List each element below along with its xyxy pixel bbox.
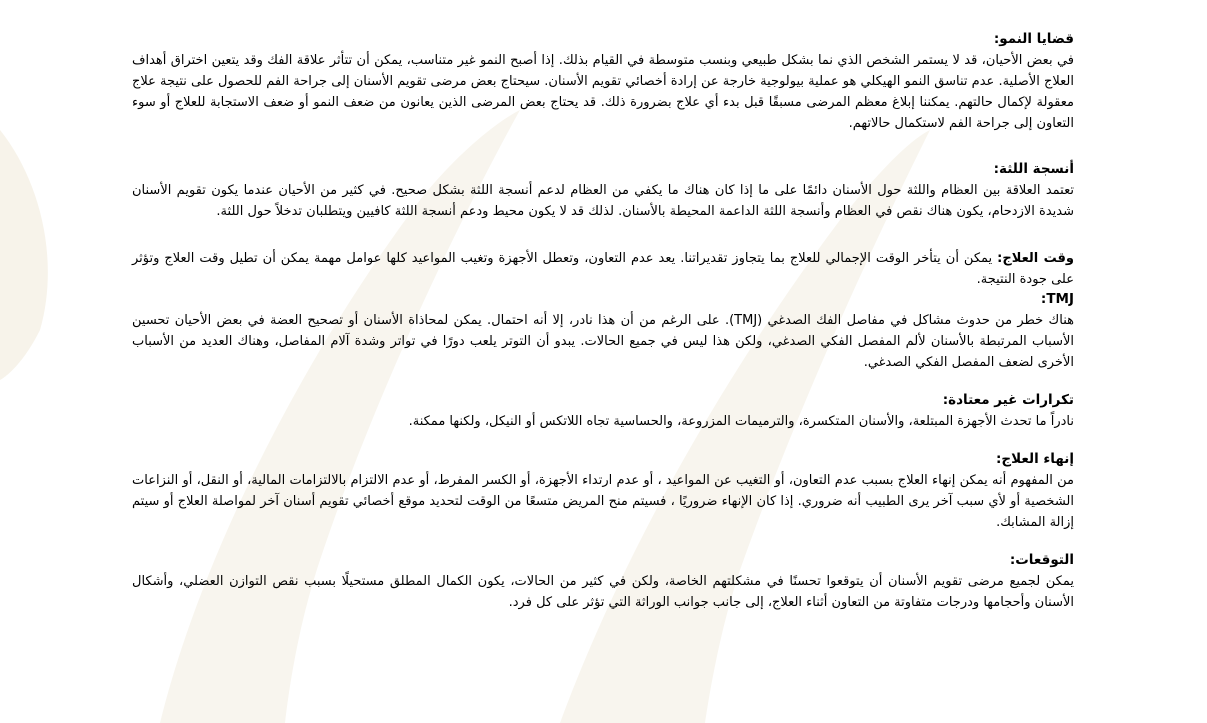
section-unusual-occurrences bbox=[132, 391, 1074, 432]
heading-unusual-occurrences: تكرارات غير معتادة: bbox=[942, 392, 1074, 408]
section-tmj bbox=[132, 290, 1074, 373]
para-gum-tissue: تعتمد العلاقة بين العظام واللثة حول الأسنان دائمًا على ما إذا كان هناك ما يكفي من العظام لدعم أنسجة اللثة بشكل صحيح. في كثير من الأحيان عندما يكون تقويم الأسنان شديدة الازدحام، يكون هناك نقص في العظام وأنسجة اللثة الداعمة المحيطة بالأسنان. لذلك قد لا يكون محيط ودعم أنسجة اللثة كافيين ويتطلبان تدخلاً حول اللثة. bbox=[132, 183, 1074, 219]
section-gum-tissue bbox=[132, 160, 1074, 222]
para-treatment-time bbox=[132, 248, 1074, 290]
para-termination: من المفهوم أنه يمكن إنهاء العلاج بسبب عدم التعاون، أو التغيب عن المواعيد ، أو عدم ارتداء الأجهزة، أو الكسر المفرط، أو عدم الالتزام بالالتزامات المالية، أو النقل، أو النزاعات الشخصية أو لأي سبب آخر يرى الطبيب أنه ضروري. إذا كان الإنهاء ضروريًا ، فسيتم منح المريض متسعًا من الوقت لتحديد موقع أخصائي تقويم أسنان آخر لمواصلة العلاج أو سيتم إزالة المشابك. bbox=[132, 473, 1074, 530]
heading-termination: إنهاء العلاج: bbox=[996, 451, 1074, 467]
heading-treatment-time: وقت العلاج: bbox=[997, 251, 1074, 266]
heading-expectations: التوقعات: bbox=[1009, 552, 1074, 568]
section-treatment-time bbox=[132, 248, 1074, 290]
para-unusual-occurrences: نادراً ما تحدث الأجهزة المبتلعة، والأسنان المتكسرة، والترميمات المزروعة، والحساسية تجاه اللاتكس أو النيكل، ولكنها ممكنة. bbox=[408, 414, 1074, 429]
para-growth: في بعض الأحيان، قد لا يستمر الشخص الذي نما بشكل طبيعي وبنسب متوسطة في القيام بذلك. إذا أصبح النمو غير متناسب، يمكن أن تتأثر علاقة الفك وقد يتعين اختراق أهداف العلاج الأصلية. عدم تناسق النمو الهيكلي هو عملية بيولوجية خارجة عن إرادة أخصائي تقويم الأسنان. سيحتاج بعض مرضى تقويم الأسنان إلى جراحة الفم للحصول على نتيجة علاج معقولة لإكمال حالتهم. يمكننا إبلاغ معظم المرضى مسبقًا قبل بدء أي علاج بضرورة ذلك. قد يحتاج بعض المرضى الذين يعانون من ضعف النمو أو ضعف الاستجابة للعلاج أو سوء التعاون إلى جراحة الفم لاستكمال حالاتهم. bbox=[132, 53, 1074, 131]
text-treatment-time: يمكن أن يتأخر الوقت الإجمالي للعلاج بما يتجاوز تقديراتنا. يعد عدم التعاون، وتعطل الأجهزة وتغيب المواعيد كلها عوامل مهمة يمكن أن تطيل وقت العلاج وتؤثر على جودة النتيجة. bbox=[132, 251, 1074, 287]
heading-growth: قضايا النمو: bbox=[993, 31, 1074, 47]
heading-gum-tissue: أنسجة اللثة: bbox=[993, 161, 1074, 177]
section-termination bbox=[132, 450, 1074, 533]
heading-tmj: TMJ: bbox=[1040, 291, 1074, 307]
section-growth bbox=[132, 30, 1074, 134]
para-expectations: يمكن لجميع مرضى تقويم الأسنان أن يتوقعوا تحسنًا في مشكلتهم الخاصة، ولكن في كثير من الحالات، يكون الكمال المطلق مستحيلًا بسبب نقص التوازن العضلي، وأشكال الأسنان وأحجامها ودرجات متفاوتة من التعاون أثناء العلاج، إلى جانب جوانب الوراثة التي تؤثر على كل فرد. bbox=[132, 574, 1074, 610]
section-expectations bbox=[132, 551, 1074, 613]
para-tmj: هناك خطر من حدوث مشاكل في مفاصل الفك الصدغي (TMJ). على الرغم من أن هذا نادر، إلا أنه احتمال. يمكن لمحاذاة الأسنان أو تصحيح العضة في بعض الأحيان تحسين الأسباب المرتبطة بالأسنان لألم المفصل الفكي الصدغي، ولكن هذا ليس في جميع الحالات. يبدو أن التوتر يلعب دورًا في تواتر وشدة آلام المفاصل، وهناك العديد من الأسباب الأخرى لضعف المفصل الفكي الصدغي. bbox=[132, 313, 1074, 370]
document-page bbox=[132, 30, 1074, 613]
